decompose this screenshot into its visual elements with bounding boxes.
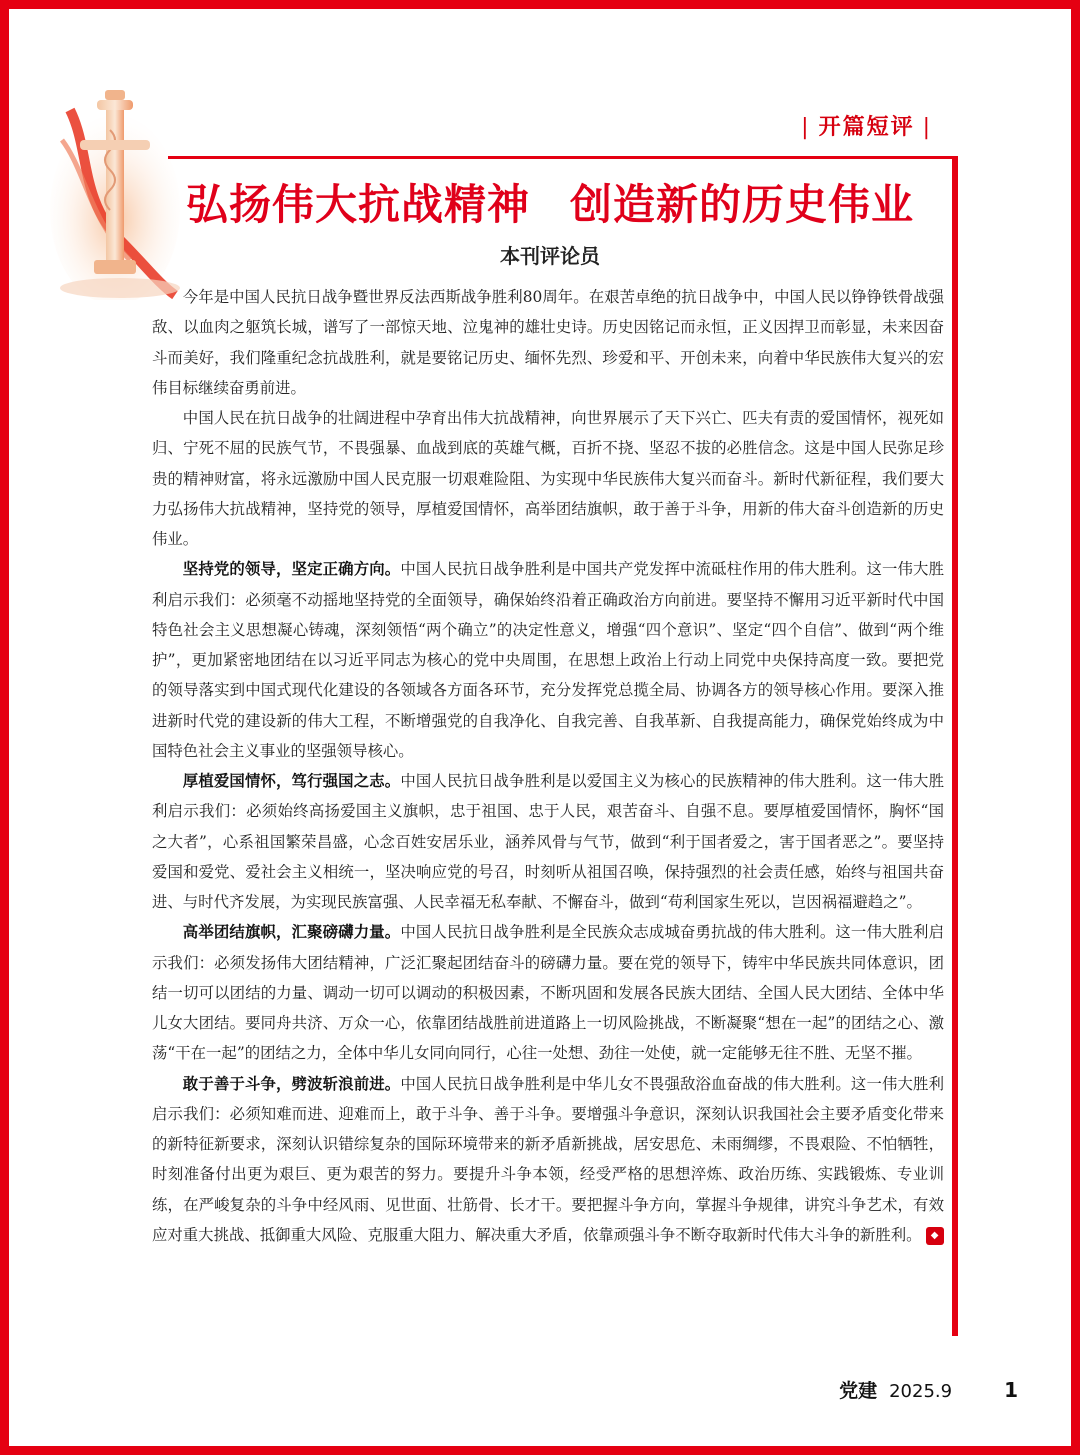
section-tag: | 开篇短评 | xyxy=(801,115,932,140)
title-divider xyxy=(168,156,958,159)
paragraph-4 xyxy=(152,766,944,917)
paragraph-text: 中国人民抗日战争胜利是全民族众志成城奋勇抗战的伟大胜利。这一伟大胜利启示我们：必须发扬伟大团结精神，广泛汇聚起团结奋斗的磅礴力量。要在党的领导下，铸牢中华民族共同体意识，团结一切可以团结的力量、调动一切可以调动的积极因素，不断巩固和发展各民族大团结、全国人民大团结、全体中华儿女大团结。要同舟共济、万众一心，依靠团结战胜前进道路上一切风险挑战，不断凝聚“想在一起”的团结之心、激荡“干在一起”的团结之力，全体中华儿女同向同行，心往一处想、劲往一处使，就一定能够无往不胜、无坚不摧。 xyxy=(152,923,944,1063)
paragraph-text: 中国人民抗日战争胜利是中国共产党发挥中流砥柱作用的伟大胜利。这一伟大胜利启示我们：必须毫不动摇地坚持党的全面领导，确保始终沿着正确政治方向前进。要坚持不懈用习近平新时代中国特色社会主义思想凝心铸魂，深刻领悟“两个确立”的决定性意义，增强“四个意识”、坚定“四个自信”、做到“两个维护”，更加紧密地团结在以习近平同志为核心的党中央周围，在思想上政治上行动上同党中央保持高度一致。要把党的领导落实到中国式现代化建设的各领域各方面各环节，充分发挥党总揽全局、协调各方的领导核心作用。要深入推进新时代党的建设新的伟大工程，不断增强党的自我净化、自我完善、自我革新、自我提高能力，确保党始终成为中国特色社会主义事业的坚强领导核心。 xyxy=(152,560,944,760)
page-number: 1 xyxy=(1004,1378,1018,1402)
paragraph-lead: 坚持党的领导，坚定正确方向。 xyxy=(182,560,401,579)
end-seal-icon: ◆ xyxy=(926,1227,944,1245)
paragraph-text: 中国人民在抗日战争的壮阔进程中孕育出伟大抗战精神，向世界展示了天下兴亡、匹夫有责的爱国情怀，视死如归、宁死不屈的民族气节，不畏强暴、血战到底的英雄气概，百折不挠、坚忍不拔的必胜信念。这是中国人民弥足珍贵的精神财富，将永远激励中国人民克服一切艰难险阻、为实现中华民族伟大复兴而奋斗。新时代新征程，我们要大力弘扬伟大抗战精神，坚持党的领导，厚植爱国情怀，高举团结旗帜，敢于善于斗争，用新的伟大奋斗创造新的历史伟业。 xyxy=(152,409,944,548)
paragraph-text: 中国人民抗日战争胜利是以爱国主义为核心的民族精神的伟大胜利。这一伟大胜利启示我们：必须始终高扬爱国主义旗帜，忠于祖国、忠于人民，艰苦奋斗、自强不息。要厚植爱国情怀，胸怀“国之大者”，心系祖国繁荣昌盛，心念百姓安居乐业，涵养风骨与气节，做到“利于国者爱之，害于国者恶之”。要坚持爱国和爱党、爱社会主义相统一，坚决响应党的号召，时刻听从祖国召唤，保持强烈的社会责任感，始终与祖国共奋进、与时代齐发展，为实现民族富强、人民幸福无私奉献、不懈奋斗，做到“苟利国家生死以，岂因祸福避趋之”。 xyxy=(152,772,944,911)
issue-number: 2025.9 xyxy=(889,1381,953,1402)
article-title xyxy=(130,172,970,232)
article-title-part2: 创造新的历史伟业 xyxy=(570,180,915,229)
section-tag-label: 开篇短评 xyxy=(818,115,915,140)
paragraph-1 xyxy=(152,282,944,403)
paragraph-lead: 厚植爱国情怀，笃行强国之志。 xyxy=(182,772,401,790)
paragraph-text: 今年是中国人民抗日战争暨世界反法西斯战争胜利80周年。在艰苦卓绝的抗日战争中，中国人民以铮铮铁骨战强敌、以血肉之躯筑长城，谱写了一部惊天地、泣鬼神的雄壮史诗。历史因铭记而永恒，正义因捍卫而彰显，未来因奋斗而美好，我们隆重纪念抗战胜利，就是要铭记历史、缅怀先烈、珍爱和平、开创未来，向着中华民族伟大复兴的宏伟目标继续奋勇前进。 xyxy=(152,288,944,397)
right-margin-rule xyxy=(952,156,958,1336)
paragraph-lead: 敢于善于斗争，劈波斩浪前进。 xyxy=(182,1074,401,1093)
magazine-name: 党建 xyxy=(839,1380,878,1402)
page-footer xyxy=(839,1376,1018,1403)
paragraph-text: 中国人民抗日战争胜利是中华儿女不畏强敌浴血奋战的伟大胜利。这一伟大胜利启示我们：必须知难而进、迎难而上，敢于斗争、善于斗争。要增强斗争意识，深刻认识我国社会主要矛盾变化带来的新特征新要求，深刻认识错综复杂的国际环境带来的新矛盾新挑战，居安思危、未雨绸缪，不畏艰险、不怕牺牲，时刻准备付出更为艰巨、更为艰苦的努力。要提升斗争本领，经受严格的思想淬炼、政治历练、实践锻炼、专业训练，在严峻复杂的斗争中经风雨、见世面、壮筋骨、长才干。要把握斗争方向，掌握斗争规律，讲究斗争艺术，有效应对重大挑战、抵御重大风险、克服重大阻力、解决重大矛盾，依靠顽强斗争不断夺取新时代伟大斗争的新胜利。 xyxy=(152,1074,944,1244)
paragraph-2 xyxy=(152,403,944,554)
article-body xyxy=(152,282,944,1250)
article-author: 本刊评论员 xyxy=(500,244,600,268)
paragraph-lead: 高举团结旗帜，汇聚磅礴力量。 xyxy=(182,923,401,942)
paragraph-5 xyxy=(152,917,944,1068)
paragraph-6 xyxy=(152,1069,944,1251)
paragraph-3 xyxy=(152,554,944,766)
article-title-part1: 弘扬伟大抗战精神 xyxy=(185,180,530,229)
